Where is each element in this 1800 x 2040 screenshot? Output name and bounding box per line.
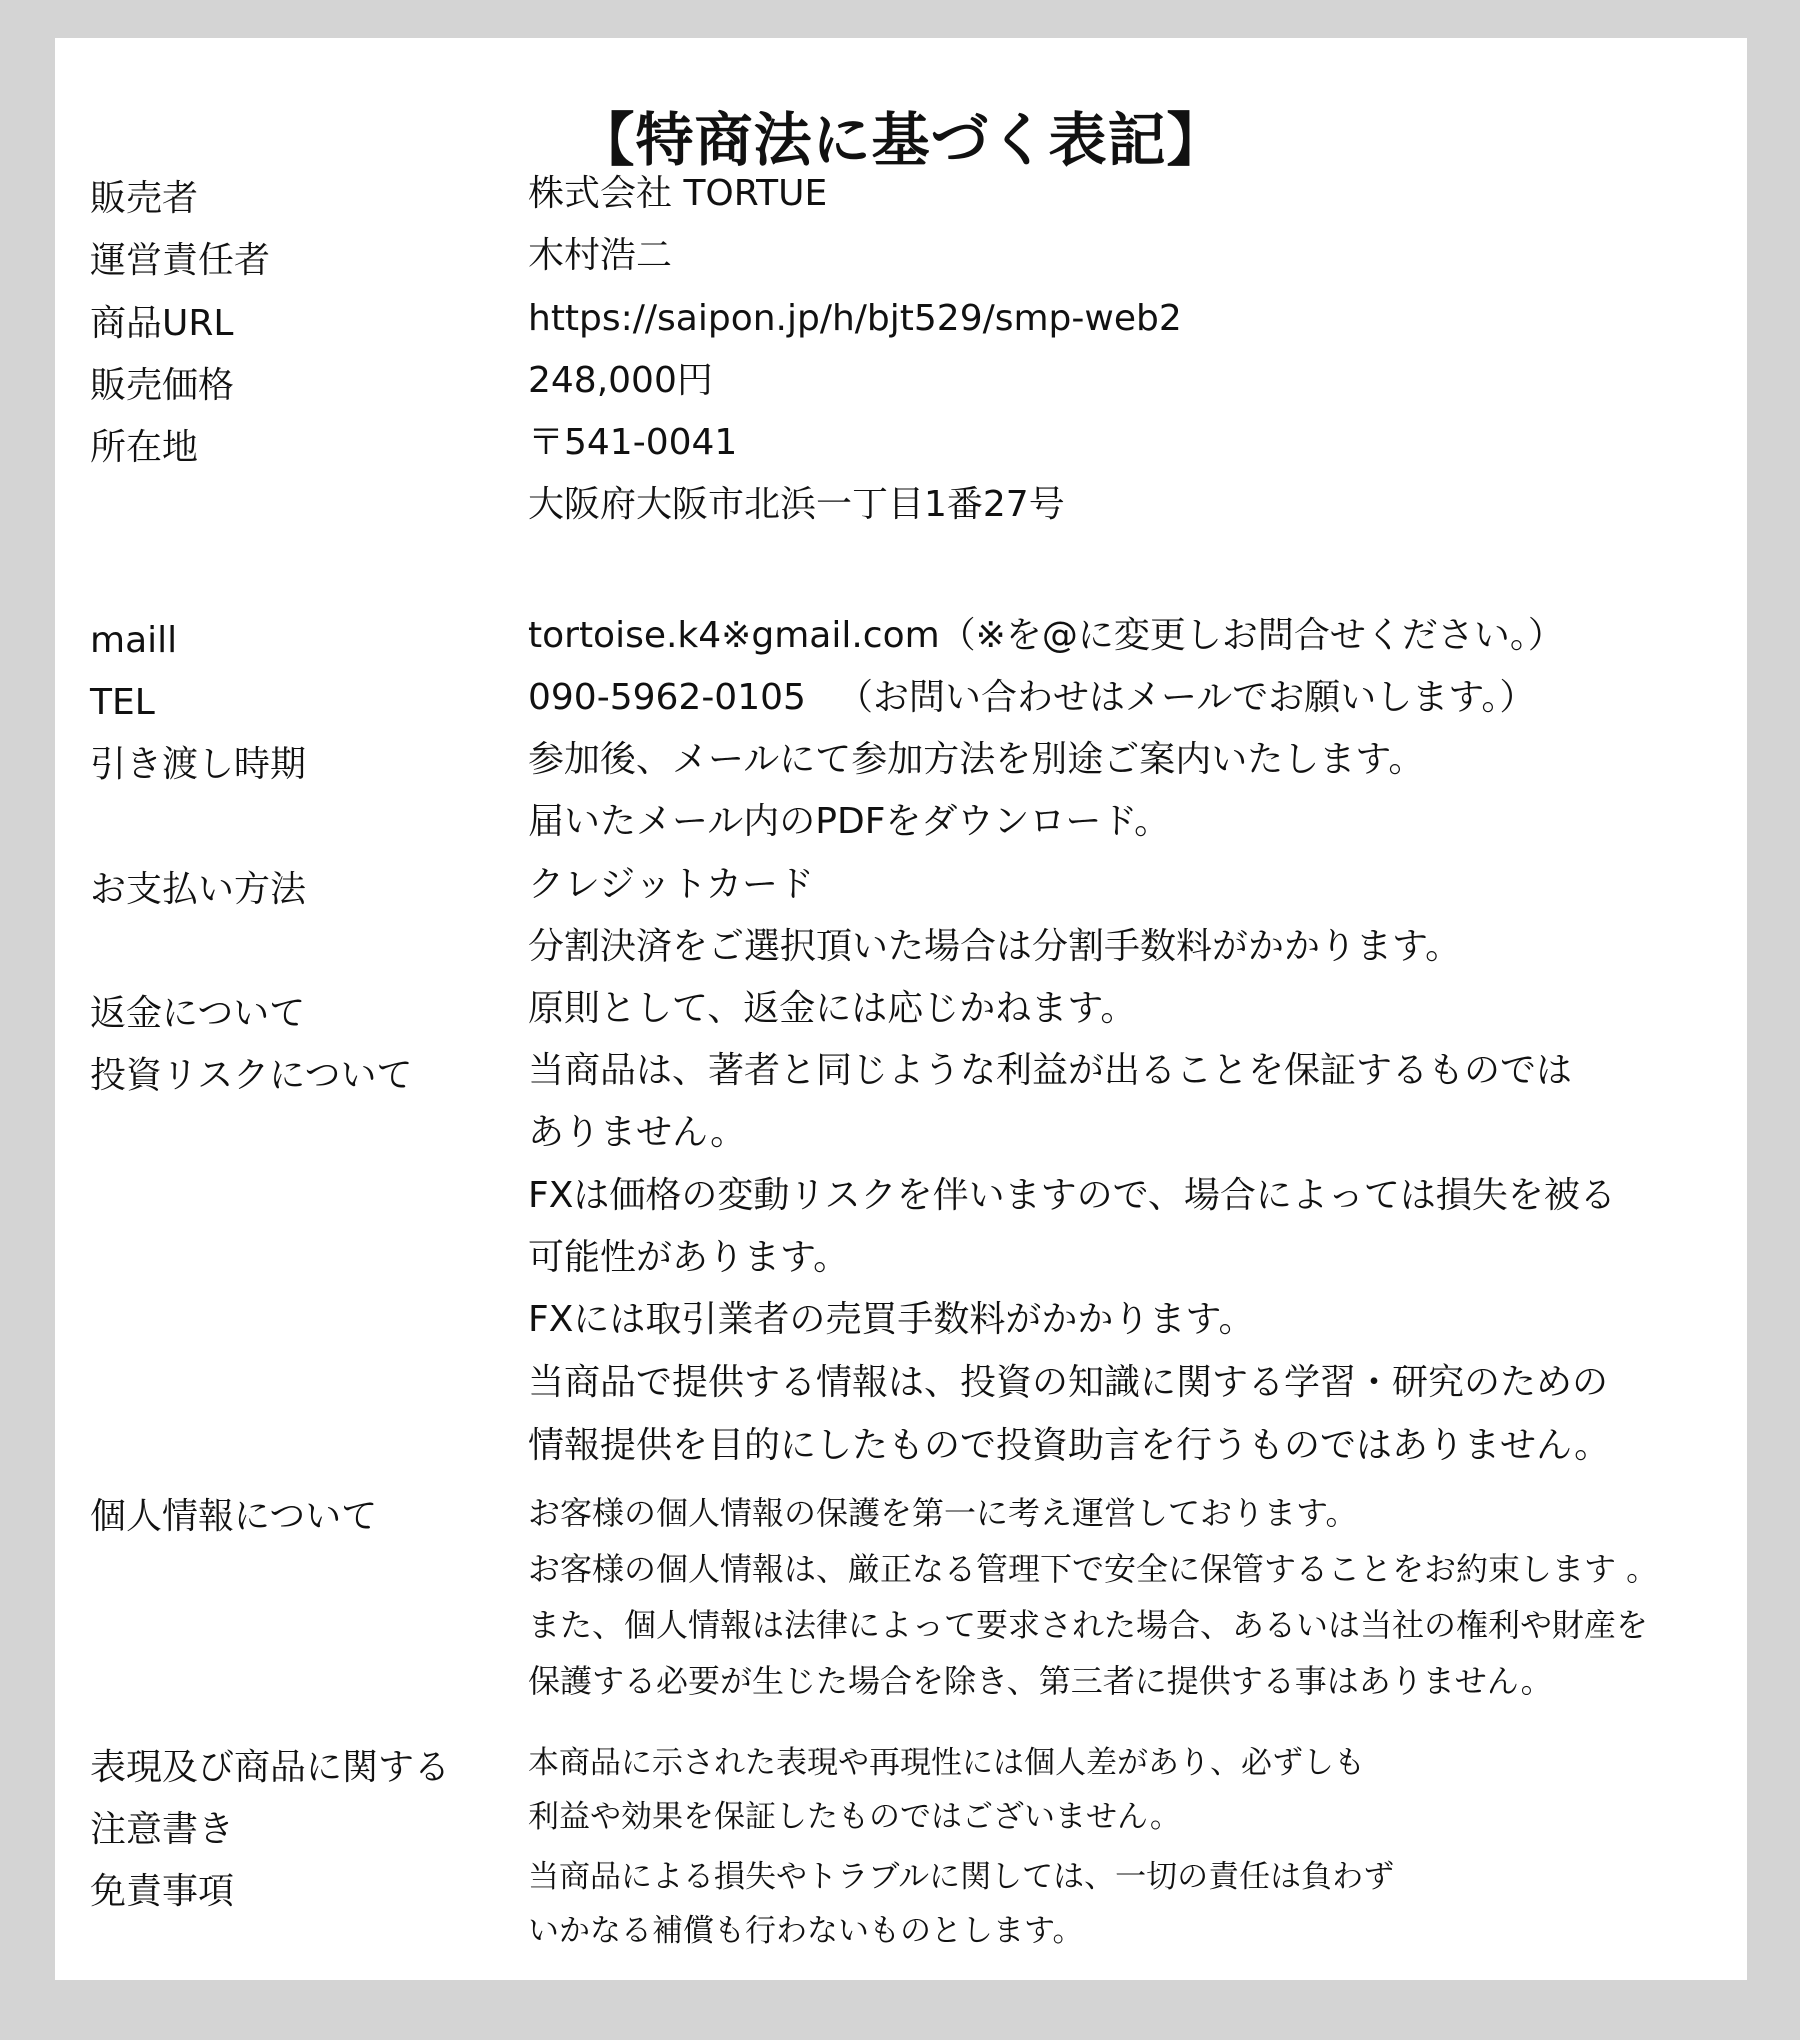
- disclaimer-label: 表現及び商品に関する: [90, 1747, 451, 1788]
- product-url-label: 商品URL: [90, 303, 234, 344]
- tel-note: （お問い合わせはメールでお願いします。）: [837, 677, 1536, 718]
- privacy-line: 保護する必要が生じた場合を除き、第三者に提供する事はありません。: [528, 1662, 1553, 1700]
- delivery-line: 参加後、メールにて参加方法を別途ご案内いたします。: [528, 739, 1425, 780]
- payment-line: クレジットカード: [528, 864, 815, 905]
- manager-value: 木村浩二: [528, 235, 673, 276]
- risk-line: 当商品は、著者と同じような利益が出ることを保証するものでは: [528, 1050, 1573, 1091]
- disclaimer-line: いかなる補償も行わないものとします。: [528, 1913, 1084, 1949]
- disclaimer-line: 本商品に示された表現や再現性には個人差があり、必ずしも: [528, 1745, 1365, 1781]
- address-label: 所在地: [90, 427, 199, 468]
- risk-line: ありません。: [528, 1112, 747, 1153]
- risk-line: 可能性があります。: [528, 1237, 850, 1278]
- mail-label: maill: [90, 620, 178, 661]
- disclaimer-label: 注意書き: [90, 1809, 235, 1850]
- mail-value: tortoise.k4※gmail.com（※を@に変更しお問合せください。）: [528, 615, 1564, 656]
- privacy-label: 個人情報について: [90, 1496, 378, 1537]
- page-title: 【特商法に基づく表記】: [576, 106, 1226, 174]
- notice-card: [55, 38, 1747, 1980]
- risk-line: FXは価格の変動リスクを伴いますので、場合によっては損失を被る: [528, 1175, 1616, 1216]
- refund-label: 返金について: [90, 993, 306, 1034]
- privacy-line: お客様の個人情報の保護を第一に考え運営しております。: [528, 1494, 1358, 1532]
- risk-line: 情報提供を目的にしたもので投資助言を行うものではありません。: [528, 1425, 1611, 1466]
- product-url-link[interactable]: https://saipon.jp/h/bjt529/smp-web2: [528, 298, 1182, 339]
- manager-label: 運営責任者: [90, 240, 271, 281]
- disclaimer-line: 利益や効果を保証したものではございません。: [528, 1799, 1181, 1835]
- address-line: 大阪府大阪市北浜一丁目1番27号: [528, 484, 1065, 525]
- refund-value: 原則として、返金には応じかねます。: [528, 988, 1137, 1029]
- price-value: 248,000円: [528, 360, 713, 401]
- delivery-label: 引き渡し時期: [90, 744, 307, 785]
- tel-label: TEL: [90, 682, 155, 723]
- seller-value: 株式会社 TORTUE: [528, 173, 828, 214]
- risk-line: FXには取引業者の売買手数料がかかります。: [528, 1299, 1255, 1340]
- risk-line: 当商品で提供する情報は、投資の知識に関する学習・研究のための: [528, 1362, 1609, 1403]
- tel-number: 090-5962-0105: [528, 677, 806, 718]
- disclaimer-label: 免責事項: [90, 1871, 235, 1912]
- payment-label: お支払い方法: [90, 869, 307, 910]
- risk-label: 投資リスクについて: [90, 1055, 413, 1096]
- price-label: 販売価格: [90, 365, 235, 406]
- privacy-line: また、個人情報は法律によって要求された場合、あるいは当社の権利や財産を: [528, 1606, 1649, 1644]
- address-line: 〒541-0041: [528, 422, 738, 463]
- disclaimer-line: 当商品による損失やトラブルに関しては、一切の責任は負わず: [528, 1859, 1395, 1895]
- privacy-line: お客様の個人情報は、厳正なる管理下で安全に保管することをお約束します 。: [528, 1550, 1659, 1588]
- seller-label: 販売者: [90, 178, 199, 219]
- delivery-line: 届いたメール内のPDFをダウンロード。: [528, 801, 1171, 842]
- payment-line: 分割決済をご選択頂いた場合は分割手数料がかかります。: [528, 926, 1462, 967]
